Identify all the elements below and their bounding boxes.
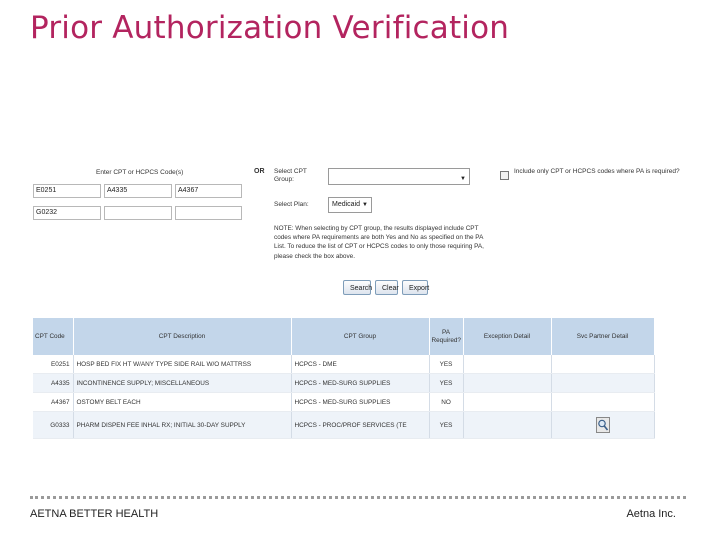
cell-group: HCPCS - MED-SURG SUPPLIES [291,374,429,393]
cpt-group-select[interactable] [328,168,470,185]
cell-description: PHARM DISPEN FEE INHAL RX; INITIAL 30-DAY SUPPLY [73,412,291,439]
header-pa-required[interactable]: PA Required? [429,318,463,355]
cell-svc-partner-detail [551,374,654,393]
table-row [33,393,654,412]
page-title: Prior Authorization Verification [30,10,510,46]
code-input-1[interactable] [33,184,101,198]
header-exception-detail[interactable]: Exception Detail [463,318,551,355]
cell-description: HOSP BED FIX HT W/ANY TYPE SIDE RAIL W/O MATTRSS [73,355,291,374]
code-input-5[interactable] [104,206,172,220]
cell-svc-partner-detail [551,412,654,439]
header-cpt-description[interactable]: CPT Description [73,318,291,355]
pa-required-checkbox[interactable] [500,171,509,180]
cell-svc-partner-detail [551,393,654,412]
header-svc-partner-detail[interactable]: Svc Partner Detail [551,318,654,355]
search-button[interactable]: Search [343,280,371,295]
footer-divider [30,496,686,499]
or-label: OR [254,168,265,175]
footer-company: Aetna Inc. [626,508,676,520]
table-row [33,355,654,374]
magnifier-icon [597,418,609,432]
code-input-6[interactable] [175,206,242,220]
table-row [33,374,654,393]
include-checkbox-label: Include only CPT or HCPCS codes where PA is required? [514,168,680,175]
code-input-2[interactable] [104,184,172,198]
table-row [33,412,654,439]
plan-value: Medicaid [332,201,361,208]
cell-cpt-code: A4335 [33,374,73,393]
cell-group: HCPCS - DME [291,355,429,374]
header-cpt-code[interactable]: CPT Code [33,318,73,355]
cell-pa-required: YES [429,412,463,439]
plan-select[interactable] [328,197,372,213]
cell-cpt-code: G0333 [33,412,73,439]
svc-partner-detail-button[interactable] [596,417,610,433]
enter-codes-label: Enter CPT or HCPCS Code(s) [96,169,184,176]
cell-exception-detail [463,412,551,439]
cell-pa-required: YES [429,374,463,393]
chevron-down-icon: ▼ [460,176,466,182]
cell-group: HCPCS - MED-SURG SUPPLIES [291,393,429,412]
chevron-down-icon: ▼ [362,202,368,208]
cell-cpt-code: E0251 [33,355,73,374]
cell-svc-partner-detail [551,355,654,374]
cell-description: INCONTINENCE SUPPLY; MISCELLANEOUS [73,374,291,393]
cell-exception-detail [463,374,551,393]
cell-cpt-code: A4367 [33,393,73,412]
clear-button[interactable]: Clear [375,280,398,295]
code-input-4[interactable] [33,206,101,220]
cell-exception-detail [463,393,551,412]
note-text: NOTE: When selecting by CPT group, the results displayed include CPT codes where PA requirements are both Yes and No as specified on the PA List. To reduce the list of CPT or HCPCS codes to only those requiring PA, please check the box above. [274,225,484,260]
header-cpt-group[interactable]: CPT Group [291,318,429,355]
cpt-group-label: Select CPT Group: [274,168,307,183]
footer-brand: AETNA BETTER HEALTH [30,508,159,520]
cell-group: HCPCS - PROC/PROF SERVICES (TE [291,412,429,439]
cell-description: OSTOMY BELT EACH [73,393,291,412]
export-button[interactable]: Export [402,280,428,295]
results-table [33,318,655,439]
cell-pa-required: YES [429,355,463,374]
cell-exception-detail [463,355,551,374]
table-header-row [33,318,654,355]
code-input-3[interactable] [175,184,242,198]
plan-label: Select Plan: [274,201,309,208]
cell-pa-required: NO [429,393,463,412]
